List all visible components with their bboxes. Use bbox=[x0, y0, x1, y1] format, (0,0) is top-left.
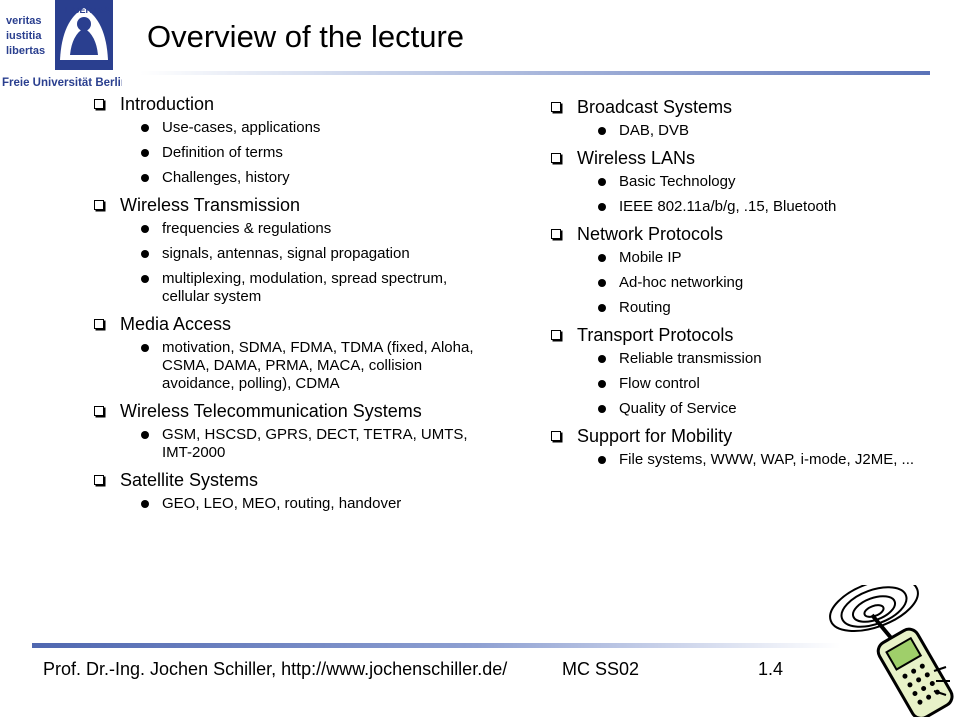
bullet-dot-icon bbox=[598, 178, 606, 186]
bullet-dot-icon bbox=[598, 279, 606, 287]
bullet-dot-icon bbox=[141, 149, 149, 157]
checkbox-bullet-icon bbox=[551, 102, 561, 112]
list-item: IEEE 802.11a/b/g, .15, Bluetooth bbox=[547, 198, 922, 216]
list-item: GEO, LEO, MEO, routing, handover bbox=[90, 495, 480, 513]
section-transport-protocols bbox=[547, 324, 922, 418]
section-media-access bbox=[90, 313, 480, 393]
section-support-for-mobility bbox=[547, 425, 922, 469]
logo-seal-text: LIBERTAS bbox=[65, 5, 110, 15]
section-wireless-telecommunication bbox=[90, 400, 480, 462]
section-introduction bbox=[90, 93, 480, 187]
left-column bbox=[90, 93, 480, 520]
checkbox-bullet-icon bbox=[94, 319, 104, 329]
logo-institution: Freie Universität Berlin bbox=[2, 77, 122, 89]
right-column bbox=[547, 96, 922, 476]
list-item: Definition of terms bbox=[90, 144, 480, 162]
checkbox-bullet-icon bbox=[94, 475, 104, 485]
section-heading: Transport Protocols bbox=[577, 325, 734, 345]
footer-rule bbox=[32, 643, 840, 648]
mobile-phone-clipart bbox=[822, 585, 958, 717]
section-heading: Support for Mobility bbox=[577, 426, 733, 446]
section-wireless-lans bbox=[547, 147, 922, 216]
page-number: 1.4 bbox=[758, 659, 784, 679]
section-network-protocols bbox=[547, 223, 922, 317]
section-heading: Introduction bbox=[120, 94, 215, 114]
checkbox-bullet-icon bbox=[551, 153, 561, 163]
section-wireless-transmission bbox=[90, 194, 480, 306]
bullet-dot-icon bbox=[598, 405, 606, 413]
list-item: multiplexing, modulation, spread spectrum, cellular system bbox=[90, 270, 480, 306]
checkbox-bullet-icon bbox=[94, 99, 104, 109]
logo-motto-1: veritas bbox=[6, 15, 42, 27]
section-heading: Broadcast Systems bbox=[577, 97, 733, 117]
footer-author: Prof. Dr.-Ing. Jochen Schiller, http://www.jochenschiller.de/ bbox=[43, 659, 508, 679]
bullet-dot-icon bbox=[141, 174, 149, 182]
section-heading: Wireless LANs bbox=[577, 148, 696, 168]
list-item: Quality of Service bbox=[547, 400, 922, 418]
bullet-dot-icon bbox=[141, 124, 149, 132]
list-item: Reliable transmission bbox=[547, 350, 922, 368]
bullet-dot-icon bbox=[141, 500, 149, 508]
list-item: Challenges, history bbox=[90, 169, 480, 187]
section-heading: Network Protocols bbox=[577, 224, 724, 244]
section-heading: Media Access bbox=[120, 314, 232, 334]
checkbox-bullet-icon bbox=[551, 229, 561, 239]
checkbox-bullet-icon bbox=[94, 200, 104, 210]
list-item: DAB, DVB bbox=[547, 122, 922, 140]
list-item: GSM, HSCSD, GPRS, DECT, TETRA, UMTS, IMT-2000 bbox=[90, 426, 480, 462]
bullet-dot-icon bbox=[141, 225, 149, 233]
title-rule bbox=[140, 71, 930, 75]
list-item: Flow control bbox=[547, 375, 922, 393]
section-satellite-systems bbox=[90, 469, 480, 513]
list-item: signals, antennas, signal propagation bbox=[90, 245, 480, 263]
bullet-dot-icon bbox=[598, 355, 606, 363]
list-item: frequencies & regulations bbox=[90, 220, 480, 238]
section-heading: Wireless Transmission bbox=[120, 195, 301, 215]
list-item: Mobile IP bbox=[547, 249, 922, 267]
logo-motto-2: iustitia bbox=[6, 30, 42, 42]
bullet-dot-icon bbox=[141, 344, 149, 352]
list-item: Ad-hoc networking bbox=[547, 274, 922, 292]
checkbox-bullet-icon bbox=[551, 431, 561, 441]
bullet-dot-icon bbox=[141, 275, 149, 283]
checkbox-bullet-icon bbox=[551, 330, 561, 340]
footer-course: MC SS02 bbox=[562, 659, 640, 679]
bullet-dot-icon bbox=[598, 304, 606, 312]
bullet-dot-icon bbox=[141, 250, 149, 258]
section-heading: Wireless Telecommunication Systems bbox=[120, 401, 422, 421]
mobile-phone-icon bbox=[822, 585, 958, 717]
bullet-dot-icon bbox=[598, 127, 606, 135]
bullet-dot-icon bbox=[598, 380, 606, 388]
list-item: Use-cases, applications bbox=[90, 119, 480, 137]
list-item: Basic Technology bbox=[547, 173, 922, 191]
university-logo bbox=[0, 0, 122, 92]
university-seal-icon bbox=[0, 0, 122, 92]
bullet-dot-icon bbox=[598, 254, 606, 262]
logo-motto-3: libertas bbox=[6, 45, 46, 57]
bullet-dot-icon bbox=[598, 203, 606, 211]
bullet-dot-icon bbox=[141, 431, 149, 439]
list-item: File systems, WWW, WAP, i-mode, J2ME, ... bbox=[547, 451, 922, 469]
bullet-dot-icon bbox=[598, 456, 606, 464]
checkbox-bullet-icon bbox=[94, 406, 104, 416]
section-heading: Satellite Systems bbox=[120, 470, 259, 490]
list-item: motivation, SDMA, FDMA, TDMA (fixed, Aloha, CSMA, DAMA, PRMA, MACA, collision avoidance, polling), CDMA bbox=[90, 339, 480, 393]
section-broadcast-systems bbox=[547, 96, 922, 140]
slide-title: Overview of the lecture bbox=[147, 19, 465, 54]
list-item: Routing bbox=[547, 299, 922, 317]
